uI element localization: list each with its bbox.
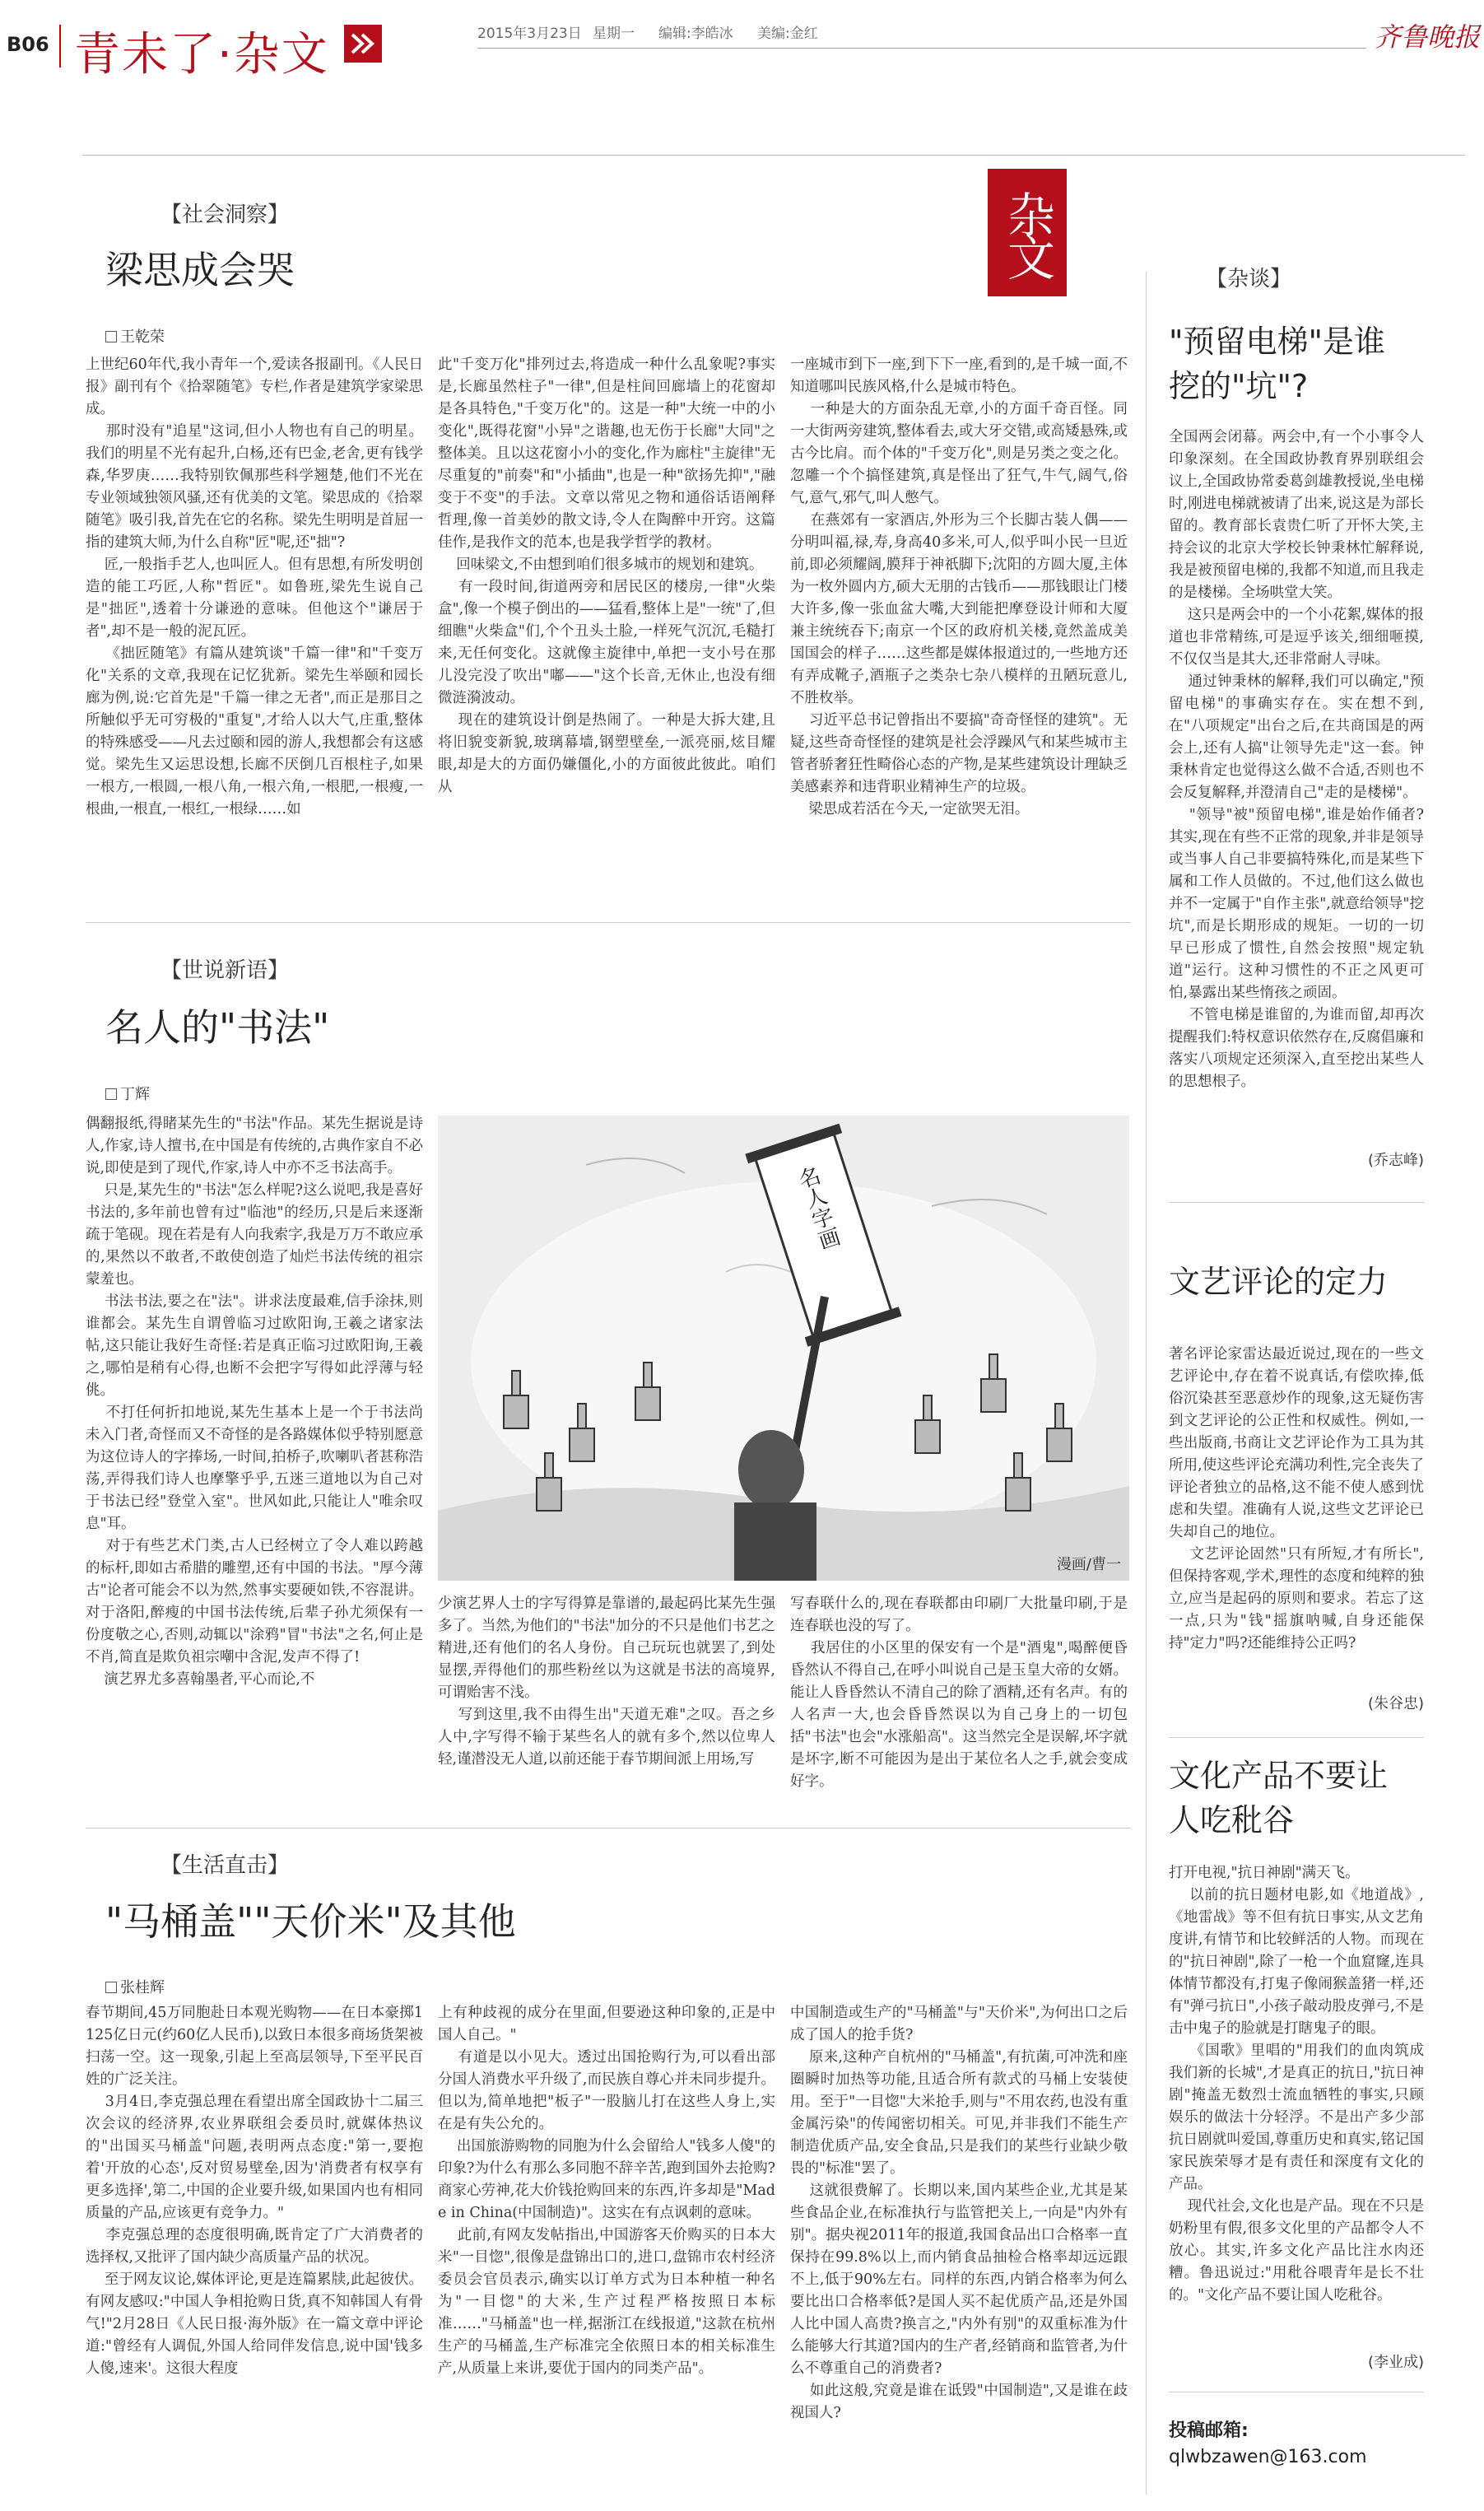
article2-tag: 【世说新语】 [160, 958, 290, 983]
cartoon-credit: 漫画/曹一 [1056, 1556, 1121, 1573]
sidebar-article3-title: 文化产品不要让人吃秕谷 [1169, 1758, 1389, 1838]
article1-tag: 【社会洞察】 [160, 203, 290, 227]
submission-label: 投稿邮箱: [1169, 2420, 1249, 2441]
article3-author: 张桂辉 [120, 1979, 165, 1996]
sidebar-article1-tag: 【杂谈】 [1206, 267, 1292, 291]
page-code: B06 [7, 33, 49, 56]
section-divider [59, 25, 61, 68]
issue-weekday: 星期一 [593, 26, 635, 42]
article1-col2: 此"千变万化"排列过去,将造成一种什么乱象呢?事实是,长廊虽然柱子"一律",但是柱间回廊墙上的花窗却是各具特色,"千变万化"的。这是一种"大统一中的小变化",既得花窗"小异"之谐趣,也无伤于长廊"大同"之整体美。且以这花窗小小的变化,作为廊柱"主旋律"无尽重复的"前奏"和"小插曲",也是一种"欲扬先抑","融变于不变"的手法。文章以常见之物和通俗话语阐释哲理,像一首美妙的散文诗,令人在陶醉中开窍。这篇佳作,是我作文的范本,也是我学哲学的教材。 回味梁文,不由想到咱们很多城市的规划和建筑。 有一段时间,街道两旁和居民区的楼房,一律"火柴盒",像一个模子倒出的——猛看,整体上是"一统"了,但细瞧"火柴盒"们,个个丑头土脸,一样死气沉沉,毛糙打来,无任何变化。这就像主旋律中,单把一支小号在那儿没完没了吹出"嘟——"这个长音,无休止,也没有细微涟漪波动。 现在的建筑设计倒是热闹了。一种是大拆大建,且将旧貌变新貌,玻璃幕墙,钢塑壁垒,一派亮丽,炫目耀眼,却是大的方面仍嫌僵化,小的方面彼此彼此。咱们从 [438, 356, 775, 795]
cartoon-illustration [438, 1116, 1129, 1581]
article1-col1: 上世纪60年代,我小青年一个,爱读各报副刊。《人民日报》副刊有个《拾翠随笔》专栏,作者是建筑学家梁思成。 那时没有"追星"这词,但小人物也有自己的明星。我们的明星不光有起升,白杨,还有巴金,老舍,更有钱学森,华罗庚……我特别钦佩那些科学翘楚,他们不光在专业领域独领风骚,还有优美的文笔。梁思成的《拾翠随笔》吸引我,首先在它的名称。梁先生明明是首屈一指的建筑大师,为什么自称"匠"呢,还"拙"? 匠,一般指手艺人,也叫匠人。但有思想,有所发明创造的能工巧匠,人称"哲匠"。如鲁班,梁先生说自己是"拙匠",透着十分谦逊的意味。但他这个"谦居于者",却不是一般的泥瓦匠。 《拙匠随笔》有篇从建筑谈"千篇一律"和"千变万化"关系的文章,我现在记忆犹新。梁先生举颐和园长廊为例,说:它首先是"千篇一律之无者",而正是那目之所触似乎无可穷极的"重复",才给人以大气,庄重,整体的特殊感受——凡去过颐和园的游人,我想都会有这感觉。梁先生又运思设想,长廊不厌倒几百根柱子,如果一根方,一根圆,一根八角,一根六角,一根肥,一根瘦,一根曲,一根直,一根红,一根绿……如 [86, 356, 423, 818]
designer-credit: 美编:金红 [757, 26, 818, 42]
double-chevron-icon [344, 25, 382, 63]
column-badge-text: 杂文 [999, 189, 1055, 276]
masthead-logo: 齐鲁晚报 [1375, 21, 1481, 53]
column-badge [988, 169, 1067, 296]
submission-email[interactable]: qlwbzawen@163.com [1169, 2447, 1367, 2467]
article1-rule [86, 922, 1131, 923]
article2-title: 名人的"书法" [105, 1005, 330, 1050]
article2-author: 丁辉 [120, 1086, 150, 1103]
article3-tag: 【生活直击】 [160, 1853, 290, 1878]
sidebar-article1-body: 全国两会闭幕。两会中,有一个小事令人印象深刻。在全国政协教育界别联组会议上,全国政协常委葛剑雄教授说,坐电梯时,刚进电梯就被请了出来,说这是为部长留的。教育部长袁贵仁听了开怀大笑,主持会议的北京大学校长钟秉林忙解释说,我是被预留电梯的,我都不知道,而且我走的是楼梯。全场哄堂大笑。 这只是两会中的一个小花絮,媒体的报道也非常精练,可是逗乎该关,细细咂摸,不仅仅当是其大,还非常耐人寻味。 通过钟秉林的解释,我们可以确定,"预留电梯"的事确实存在。实在想不到,在"八项规定"出台之后,在共商国是的两会上,还有人搞"让领导先走"这一套。钟秉林肯定也觉得这么做不合适,否则也不会反复解释,并澄清自己"走的是楼梯"。 "领导"被"预留电梯",谁是始作俑者?其实,现在有些不正常的现象,并非是领导或当事人自己非要搞特殊化,而是某些下属和工作人员做的。不过,他们这么做也并不一定属于"自作主张",就意给领导"挖坑",而是长期形成的规矩。一切的一切早已形成了惯性,自然会按照"规定轨道"运行。这种习惯性的不正之风更可怕,暴露出某些惰孩之顽固。 不管电梯是谁留的,为谁而留,却再次提醒我们:特权意识依然存在,反腐倡廉和落实八项规定还须深入,直至挖出某些人的思想根子。 [1169, 429, 1424, 1090]
sidebar-article3-signature: (李业成) [1367, 2354, 1424, 2371]
article3-title: "马桶盖""天价米"及其他 [105, 1899, 516, 1944]
article3-col1: 春节期间,45万同胞赴日本观光购物——在日本豪掷1125亿日元(约60亿人民币),以致日本很多商场货架被扫荡一空。这一现象,引起上至高层领导,下至平民百姓的广泛关注。 3月4日,李克强总理在看望出席全国政协十二届三次会议的经济界,农业界联组会委员时,就媒体热议的"出国买马桶盖"问题,表明两点态度:"第一,要抱着'开放的心态',反对贸易壁垒,因为'消费者有权享有更多选择',第二,中国的企业要升级,如果国内也有相同质量的产品,应该更有竞争力。" 李克强总理的态度很明确,既肯定了广大消费者的选择权,又批评了国内缺少高质量产品的状况。 至于网友议论,媒体评论,更是连篇累牍,此起彼伏。有网友感叹:"中国人争相抢购日货,真不知韩国人有骨气!"2月28日《人民日报·海外版》在一篇文章中评论道:"曾经有人调侃,外国人给同伴发信息,说中国'钱多人傻,速来'。这很大程度 [86, 2005, 423, 2377]
article3-col3: 中国制造或生产的"马桶盖"与"天价米",为何出口之后成了国人的抢手货? 原来,这种产自杭州的"马桶盖",有抗菌,可冲洗和座圈瞬时加热等功能,且适合所有款式的马桶上安装使用。至于"一目惚"大米抢手,则与"不用农药,也没有重金属污染"的传闻密切相关。可见,并非我们不能生产制造优质产品,安全食品,只是我们的某些行业缺少敬畏的"标准"罢了。 这就很费解了。长期以来,国内某些企业,尤其是某些食品企业,在标准执行与监管把关上,一向是"内外有别"。据央视2011年的报道,我国食品出口合格率一直保持在99.8%以上,而内销食品抽检合格率却远远跟不上,低于90%左右。同样的东西,内销合格率为何么要比出口合格率低?是国人买不起优质产品,还是外国人比中国人高贵?换言之,"内外有别"的双重标准为什么能够大行其道?国内的生产者,经销商和监管者,为什么不尊重自己的消费者? 如此这般,究竟是谁在诋毁"中国制造",又是谁在歧视国人? [790, 2005, 1128, 2421]
article2-col2: 少演艺界人士的字写得算是靠谱的,最起码比某先生强多了。当然,为他们的"书法"加分的不只是他们书艺之精进,还有他们的名人身份。自己玩玩也就罢了,到处显摆,弄得他们的那些粉丝以为这就是书法的高境界,可谓贻害不浅。 写到这里,我不由得生出"天道无难"之叹。吾之乡人中,字写得不输于某些名人的就有多个,然以位卑人轻,谨潜没无人道,以前还能于春节期间派上用场,写 [438, 1596, 775, 1768]
article3-col2: 上有种歧视的成分在里面,但要逊这种印象的,正是中国人自己。" 有道是以小见大。透过出国抢购行为,可以看出部分国人消费水平升级了,而民族自尊心并未同步提升。但以为,简单地把"板子"一股脑儿打在这些人身上,实在是有失公允的。 出国旅游购物的同胞为什么会留给人"钱多人傻"的印象?为什么有那么多同胞不辞辛苦,跑到国外去抢购?商家心劳神,花大价钱抢购回来的东西,许多却是"Made in China(中国制造)"。这实在有点讽刺的意味。 此前,有网友发帖指出,中国游客天价购买的日本大米"一目惚",很像是盘锦出口的,进口,盘锦市农村经济委员会官员表示,确实以订单方式为日本种植一种名为"一目惚"的大米,生产过程严格按照日本标准……"马桶盖"也一样,据浙江在线报道,"这款在杭州生产的马桶盖,生产标准完全依照日本的相关标准生产,从质量上来讲,要优于国内的同类产品"。 [438, 2005, 775, 2377]
header-bottom-rule [82, 155, 1465, 156]
article1-title: 梁思成会哭 [105, 248, 295, 292]
sidebar-article2-title: 文艺评论的定力 [1169, 1264, 1389, 1300]
cartoon-scroll-text: 名人字画 [792, 1163, 843, 1253]
article2-col1: 偶翻报纸,得睹某先生的"书法"作品。某先生据说是诗人,作家,诗人擅书,在中国是有传统的,古典作家自不必说,即使是到了现代,作家,诗人中亦不乏书法高手。 只是,某先生的"书法"怎么样呢?这么说吧,我是喜好书法的,多年前也曾有过"临池"的经历,只是后来逐渐疏于笔砚。现在若是有人向我索字,我是万万不敢应承的,果然以不敢者,不敢使创造了灿烂书法传统的祖宗蒙羞也。 书法书法,要之在"法"。讲求法度最难,信手涂抹,则谁都会。某先生自谓曾临习过欧阳询,王羲之诸家法帖,这只能让我好生奇怪:若是真正临习过欧阳询,王羲之,哪怕是稍有心得,也断不会把字写得如此浮薄与轻佻。 不打任何折扣地说,某先生基本上是一个于书法尚未入门者,奇怪而又不奇怪的是各路媒体似乎特别愿意为这位诗人的字捧场,一时间,拍桥子,吹喇叭者甚称浩荡,弄得我们诗人也摩擎乎乎,五迷三道地以为自己对于书法已经"登堂入室"。世风如此,只能让人"唯余叹息"耳。 对于有些艺术门类,古人已经树立了令人难以跨越的标杆,即如古希腊的雕塑,还有中国的书法。"厚今薄古"论者可能会不以为然,然事实要硬如铁,不容混讲。对于洛阳,醉瘦的中国书法传统,后辈子孙尤须保有一份度敬之心,否则,动辄以"涂鸦"冒"书法"之名,何止是不肖,简直是欺负祖宗嘲中含泥,发声不得了! 演艺界尤多喜翰墨者,平心而论,不 [86, 1116, 423, 1688]
article3-byline [105, 1976, 165, 1997]
article1-byline [105, 325, 165, 347]
sidebar-divider [1146, 272, 1147, 2495]
page-header [0, 0, 1484, 91]
sidebar-article2-signature: (朱谷忠) [1367, 1695, 1424, 1712]
sidebar-article1-signature: (乔志峰) [1367, 1152, 1424, 1169]
sidebar-article3-body: 打开电视,"抗日神剧"满天飞。 以前的抗日题材电影,如《地道战》,《地雷战》等不但有抗日事实,从文艺角度讲,有情节和比较鲜活的人物。而现在的"抗日神剧",除了一枪一个血窟窿,连具体情节都没有,打鬼子像闹猴盖猪一样,还有"弹弓抗日",小孩子敲动股皮弹弓,不是击中鬼子的脸就是打瞎鬼子的眼。 《国歌》里唱的"用我们的血肉筑成我们新的长城",才是真正的抗日,"抗日神剧"掩盖无数烈士流血牺牲的事实,只顾娱乐的做法十分轻浮。不是出产多少部抗日剧就叫爱国,尊重历史和真实,铭记国家民族荣辱才是有责任和深度有文化的产品。 现代社会,文化也是产品。现在不只是奶粉里有假,很多文化里的产品都令人不放心。其实,许多文化产品比注水肉还糟。鲁迅说过:"用秕谷喂青年是长不壮的。"文化产品不要让国人吃秕谷。 [1169, 1865, 1424, 2304]
sidebar-rule-2 [1169, 1737, 1424, 1738]
article1-col3: 一座城市到下一座,到下下一座,看到的,是千城一面,不知道哪叫民族风格,什么是城市特色。 一种是大的方面杂乱无章,小的方面千奇百怪。同一大街两旁建筑,整体看去,或大牙交错,或高矮悬殊,或古今比肩。而个体的"千变万化",则是另类之变之化。忽雕一个个搞怪建筑,真是怪出了狂气,牛气,阔气,俗气,意气,邪气,叫人憋气。 在燕郊有一家酒店,外形为三个长脚古装人偶——分明叫福,禄,寿,身高40多米,可人,似乎叫小民一旦近前,即必须耀阔,膜拜于神祇脚下;沈阳的方圆大厦,主体为一枚外圆内方,硕大无朋的古钱币——那钱眼让门楼大许多,像一张血盆大嘴,大到能把摩登设计师和大厦兼主统统吞下;南京一个区的政府机关楼,竟然盖成美国国会的样子……这些都是媒体报道过的,一些地方还有弄成靴子,酒瓶子之类杂七杂八模样的丑陋玩意儿,不胜枚举。 习近平总书记曾指出不要搞"奇奇怪怪的建筑"。无疑,这些奇奇怪怪的建筑是社会浮躁风气和某些城市主管者骄奢狂性畸俗心态的产物,是某些建筑设计理缺乏美感素养和违背职业精神生产的垃圾。 梁思成若活在今天,一定欲哭无泪。 [790, 356, 1128, 818]
issue-date: 2015年3月23日 [477, 26, 582, 42]
header-rule [477, 48, 1366, 49]
editor-credit: 编辑:李皓冰 [658, 26, 733, 42]
sidebar-article1-title: "预留电梯"是谁挖的"坑"? [1169, 324, 1385, 404]
article2-rule [86, 1828, 1131, 1829]
sidebar-article2-body: 著名评论家雷达最近说过,现在的一些文艺评论中,存在着不说真话,有偿吹捧,低俗沉染甚至恶意炒作的现象,这无疑伤害到文艺评论的公正性和权威性。例如,一些出版商,书商让文艺评论作为工具为其所用,使这些评论充满功利性,完全丧失了评论者独立的品格,这不能不使人感到忧虑和失望。准确有人说,这些文艺评论已失却自己的地位。 文艺评论固然"只有所短,才有所长",但保持客观,学术,理性的态度和纯粹的独立,应当是起码的原则和要求。若忘了这一点,只为"钱"摇旗呐喊,自身还能保持"定力"吗?还能维持公正吗? [1169, 1346, 1424, 1651]
article1-author: 王乾荣 [120, 328, 165, 346]
section-title: 青未了·杂文 [74, 28, 329, 82]
article2-col3: 写春联什么的,现在春联都由印刷厂大批量印刷,于是连春联也没的写了。 我居住的小区里的保安有一个是"酒鬼",喝醉便昏昏然认不得自己,在呼小叫说自己是玉皇大帝的女婿。能让人昏昏然认不清自己的除了酒精,还有名声。有的人名声一大,也会昏昏然误以为自己身上的一切包括"书法"也会"水涨船高"。这当然完全是误解,坏字就是坏字,断不可能因为是出于某位名人之手,就会变成好字。 [790, 1596, 1128, 1790]
article2-byline [105, 1083, 150, 1104]
byline-square-icon [105, 331, 117, 342]
byline-square-icon [105, 1088, 117, 1100]
byline-square-icon [105, 1982, 117, 1993]
sidebar-rule-1 [1169, 1202, 1424, 1203]
